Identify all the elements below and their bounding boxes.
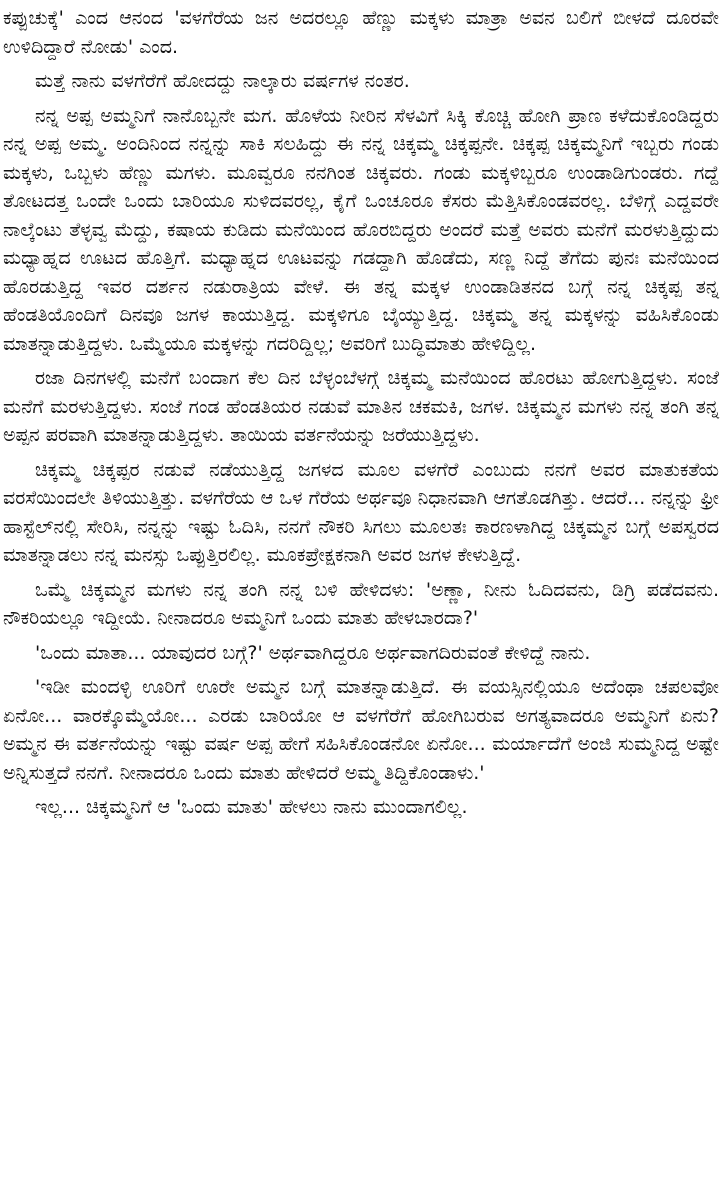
document-page: [3, 4, 719, 828]
paragraph-2: ಮತ್ತೆ ನಾನು ವಳಗೆರೆಗೆ ಹೋದದ್ದು ನಾಲ್ಕಾರು ವರ್ಷಗಳ ನಂತರ.: [35, 70, 410, 92]
paragraph-7: 'ಒಂದು ಮಾತಾ... ಯಾವುದರ ಬಗ್ಗೆ?' ಅರ್ಥವಾಗಿದ್ದರೂ ಅರ್ಥವಾಗದಿರುವಂತೆ ಕೇಳಿದ್ದೆ ನಾನು.: [35, 641, 591, 664]
paragraph-4: ರಜಾ ದಿನಗಳಲ್ಲಿ ಮನೆಗೆ ಬಂದಾಗ ಕೆಲ ದಿನ ಬೆಳ್ಳಂಬೆಳಗ್ಗೆ ಚಿಕ್ಕಮ್ಮ ಮನೆಯಿಂದ ಹೊರಟು ಹೋಗುತ್ತಿದ್ದಳು. ಸಂಜೆ ಮನೆಗೆ ಮರಳುತ್ತಿದ್ದಳು. ಸಂಜೆ ಗಂಡ ಹೆಂಡತಿಯರ ನಡುವೆ ಮಾತಿನ ಚಕಮಕಿ, ಜಗಳ. ಚಿಕ್ಕಮ್ಮನ ಮಗಳು ನನ್ನ ತಂಗಿ ತನ್ನ ಅಪ್ಪನ ಪರವಾಗಿ ಮಾತನ್ನಾಡುತ್ತಿದ್ದಳು. ತಾಯಿಯ ವರ್ತನೆಯನ್ನು ಜರೆಯುತ್ತಿದ್ದಳು.: [3, 367, 719, 446]
paragraph-3: ನನ್ನ ಅಪ್ಪ ಅಮ್ಮನಿಗೆ ನಾನೊಬ್ಬನೇ ಮಗ. ಹೊಳೆಯ ನೀರಿನ ಸೆಳವಿಗೆ ಸಿಕ್ಕಿ ಕೊಚ್ಚಿ ಹೋಗಿ ಪ್ರಾಣ ಕಳೆದುಕೊಂಡಿದ್ದರು ನನ್ನ ಅಪ್ಪ ಅಮ್ಮ. ಅಂದಿನಿಂದ ನನ್ನನ್ನು ಸಾಕಿ ಸಲಹಿದ್ದು ಈ ನನ್ನ ಚಿಕ್ಕಮ್ಮ ಚಿಕ್ಕಪ್ಪನೇ. ಚಿಕ್ಕಪ್ಪ ಚಿಕ್ಕಮ್ಮನಿಗೆ ಇಬ್ಬರು ಗಂಡು ಮಕ್ಕಳು, ಒಬ್ಬಳು ಹೆಣ್ಣು ಮಗಳು. ಮೂವ್ವರೂ ನನಗಿಂತ ಚಿಕ್ಕವರು. ಗಂಡು ಮಕ್ಕಳಿಬ್ಬರೂ ಉಂಡಾಡಿಗುಂಡರು. ಗದ್ದೆ ತೋಟದತ್ತ ಒಂದೇ ಒಂದು ಬಾರಿಯೂ ಸುಳಿದವರಲ್ಲ, ಕೈಗೆ ಒಂಚೂರೂ ಕೆಸರು ಮೆತ್ತಿಸಿಕೊಂಡವರಲ್ಲ. ಬೆಳಿಗ್ಗೆ ಎದ್ದವರೇ ನಾಲ್ಕೆಂಟು ತೆಳ್ಳವ್ವ ಮೆದ್ದು, ಕಷಾಯ ಕುಡಿದು ಮನೆಯಿಂದ ಹೊರಬಿದ್ದರು ಅಂದರೆ ಮತ್ತೆ ಅವರು ಮನೆಗೆ ಮರಳುತ್ತಿದ್ದುದು ಮಧ್ಯಾಹ್ನದ ಊಟದ ಹೊತ್ತಿಗೆ. ಮಧ್ಯಾಹ್ನದ ಊಟವನ್ನು ಗಡದ್ದಾಗಿ ಹೊಡೆದು, ಸಣ್ಣ ನಿದ್ದೆ ತೆಗೆದು ಪುನಃ ಮನೆಯಿಂದ ಹೊರಡುತ್ತಿದ್ದ ಇವರ ದರ್ಶನ ನಡುರಾತ್ರಿಯ ವೇಳೆ. ಈ ತನ್ನ ಮಕ್ಕಳ ಉಂಡಾಡಿತನದ ಬಗ್ಗೆ ನನ್ನ ಚಿಕ್ಕಪ್ಪ ತನ್ನ ಹೆಂಡತಿಯೊಂದಿಗೆ ದಿನವೂ ಜಗಳ ಕಾಯುತ್ತಿದ್ದ. ಮಕ್ಕಳಿಗೂ ಬೈಯ್ಯುತ್ತಿದ್ದ. ಚಿಕ್ಕಮ್ಮ ತನ್ನ ಮಕ್ಕಳನ್ನು ವಹಿಸಿಕೊಂಡು ಮಾತನ್ನಾಡುತ್ತಿದ್ದಳು. ಒಮ್ಮೆಯೂ ಮಕ್ಕಳನ್ನು ಗದರಿದ್ದಿಲ್ಲ; ಅವರಿಗೆ ಬುದ್ಧಿಮಾತು ಹೇಳಿದ್ದಿಲ್ಲ.: [3, 104, 719, 355]
paragraph-8: 'ಇಡೀ ಮಂದಳ್ಳಿ ಊರಿಗೆ ಊರೇ ಅಮ್ಮನ ಬಗ್ಗೆ ಮಾತನ್ನಾಡುತ್ತಿದೆ. ಈ ವಯಸ್ಸಿನಲ್ಲಿಯೂ ಅದೆಂಥಾ ಚಪಲವೋ ಏನೋ... ವಾರಕ್ಕೊಮ್ಮೆಯೋ... ಎರಡು ಬಾರಿಯೋ ಆ ವಳಗೆರೆಗೆ ಹೋಗಿಬರುವ ಅಗತ್ಯವಾದರೂ ಅಮ್ಮನಿಗೆ ಏನು? ಅಮ್ಮನ ಈ ವರ್ತನೆಯನ್ನು ಇಷ್ಟು ವರ್ಷ ಅಪ್ಪ ಹೇಗೆ ಸಹಿಸಿಕೊಂಡನೋ ಏನೋ... ಮರ್ಯಾದೆಗೆ ಅಂಜಿ ಸುಮ್ಮನಿದ್ದ ಅಷ್ಟೇ ಅನ್ನಿಸುತ್ತದೆ ನನಗೆ. ನೀನಾದರೂ ಒಂದು ಮಾತು ಹೇಳಿದರೆ ಅಮ್ಮ ತಿದ್ದಿಕೊಂಡಾಳು.': [3, 676, 719, 784]
paragraph-1: ಕಪ್ಪುಚುಕ್ಕೆ' ಎಂದ ಆನಂದ 'ವಳಗೆರೆಯ ಜನ ಅದರಲ್ಲೂ ಹೆಣ್ಣು ಮಕ್ಕಳು ಮಾತ್ರಾ ಅವನ ಬಲಿಗೆ ಬೀಳದೆ ದೂರವೇ ಉಳಿದಿದ್ದಾರೆ ನೋಡು' ಎಂದ.: [3, 7, 719, 58]
paragraph-5: ಚಿಕ್ಕಮ್ಮ ಚಿಕ್ಕಪ್ಪರ ನಡುವೆ ನಡೆಯುತ್ತಿದ್ದ ಜಗಳದ ಮೂಲ ವಳಗೆರೆ ಎಂಬುದು ನನಗೆ ಅವರ ಮಾತುಕತೆಯ ವರಸೆಯಿಂದಲೇ ತಿಳಿಯುತ್ತಿತ್ತು. ವಳಗೆರೆಯ ಆ ಒಳ ಗೆರೆಯ ಅರ್ಥವೂ ನಿಧಾನವಾಗಿ ಆಗತೊಡಗಿತ್ತು. ಆದರೆ... ನನ್ನನ್ನು ಫ್ರೀ ಹಾಸ್ಟೆಲ್‌ನಲ್ಲಿ ಸೇರಿಸಿ, ನನ್ನನ್ನು ಇಷ್ಟು ಓದಿಸಿ, ನನಗೆ ನೌಕರಿ ಸಿಗಲು ಮೂಲತಃ ಕಾರಣಳಾಗಿದ್ದ ಚಿಕ್ಕಮ್ಮನ ಬಗ್ಗೆ ಅಪಸ್ವರದ ಮಾತನ್ನಾಡಲು ನನ್ನ ಮನಸ್ಸು ಒಪ್ಪುತ್ತಿರಲಿಲ್ಲ. ಮೂಕಪ್ರೇಕ್ಷಕನಾಗಿ ಅವರ ಜಗಳ ಕೇಳುತ್ತಿದ್ದೆ.: [3, 458, 719, 566]
paragraph-6: ಒಮ್ಮೆ ಚಿಕ್ಕಮ್ಮನ ಮಗಳು ನನ್ನ ತಂಗಿ ನನ್ನ ಬಳಿ ಹೇಳಿದಳು: 'ಅಣ್ಣಾ, ನೀನು ಓದಿದವನು, ಡಿಗ್ರಿ ಪಡೆದವನು. ನೌಕರಿಯಲ್ಲೂ ಇದ್ದೀಯೆ. ನೀನಾದರೂ ಅಮ್ಮನಿಗೆ ಒಂದು ಮಾತು ಹೇಳಬಾರದಾ?': [3, 578, 719, 629]
paragraph-9: ಇಲ್ಲ... ಚಿಕ್ಕಮ್ಮನಿಗೆ ಆ 'ಒಂದು ಮಾತು' ಹೇಳಲು ನಾನು ಮುಂದಾಗಲಿಲ್ಲ.: [35, 796, 468, 818]
